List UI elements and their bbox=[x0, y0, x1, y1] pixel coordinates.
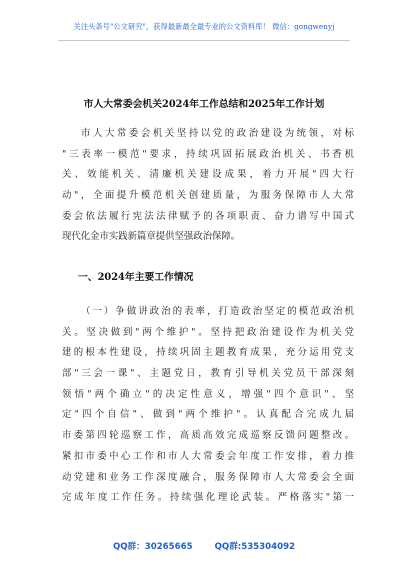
header-banner: 关注头条号"公文研究"，获得最新最全最专业的公文资料库！ 微信：gongwenyj bbox=[73, 22, 335, 31]
footer-qq-group-2: QQ群:535304092 bbox=[214, 542, 296, 552]
document-title: 市人大常委会机关2024年工作总结和2025年工作计划 bbox=[83, 99, 325, 110]
footer-qq-group-1: QQ群：30265665 bbox=[112, 542, 193, 552]
text-line: 委会依法履行宪法法律赋予的各项职责、奋力谱写中国式 bbox=[62, 210, 354, 222]
text-line: 紧扣市委中心工作和市人大常委会年度工作安排，着力推 bbox=[62, 450, 354, 462]
text-line: 关、效能机关、清廉机关建设成果，着力开展"四大行 bbox=[62, 169, 354, 181]
footer-contacts bbox=[0, 540, 408, 552]
text-line: 部"三会一课"、主题党日，教育引导机关党员干部深刻 bbox=[62, 368, 354, 380]
text-line: 市人大常委会机关坚持以党的政治建设为统领，对标 bbox=[81, 128, 354, 139]
section-heading: 一、2024年主要工作情况 bbox=[78, 272, 194, 283]
text-line: 领悟"两个确立"的决定性意义，增强"四个意识"、坚 bbox=[62, 388, 354, 400]
text-line: 定"四个自信"、做到"两个维护"。认真配合完成九届 bbox=[62, 409, 354, 421]
text-line: "三表率一模范"要求，持续巩固拓展政治机关、书香机 bbox=[62, 148, 354, 160]
text-line: 关。坚决做到"两个维护"。坚持把政治建设作为机关党 bbox=[62, 326, 354, 338]
text-line: （一）争做讲政治的表率，打造政治坚定的模范政治机 bbox=[81, 306, 354, 317]
header-divider bbox=[58, 40, 350, 41]
text-line: 市委第四轮巡察工作，高质高效完成巡察反馈问题整改。 bbox=[62, 430, 354, 442]
text-line: 完成年度工作任务。持续强化理论武装。严格落实"第一 bbox=[62, 492, 354, 504]
intro-paragraph bbox=[62, 124, 354, 248]
section-paragraph bbox=[62, 302, 354, 509]
text-line: 动"，全面提升模范机关创建质量，为服务保障市人大常 bbox=[62, 190, 354, 202]
text-line: 现代化金市实践新篇章提供坚强政治保障。 bbox=[62, 231, 241, 243]
text-line: 动党建和业务工作深度融合，服务保障市人大常委会全面 bbox=[62, 471, 354, 483]
text-line: 建的根本性建设，持续巩固主题教育成果，充分运用党支 bbox=[62, 347, 354, 359]
